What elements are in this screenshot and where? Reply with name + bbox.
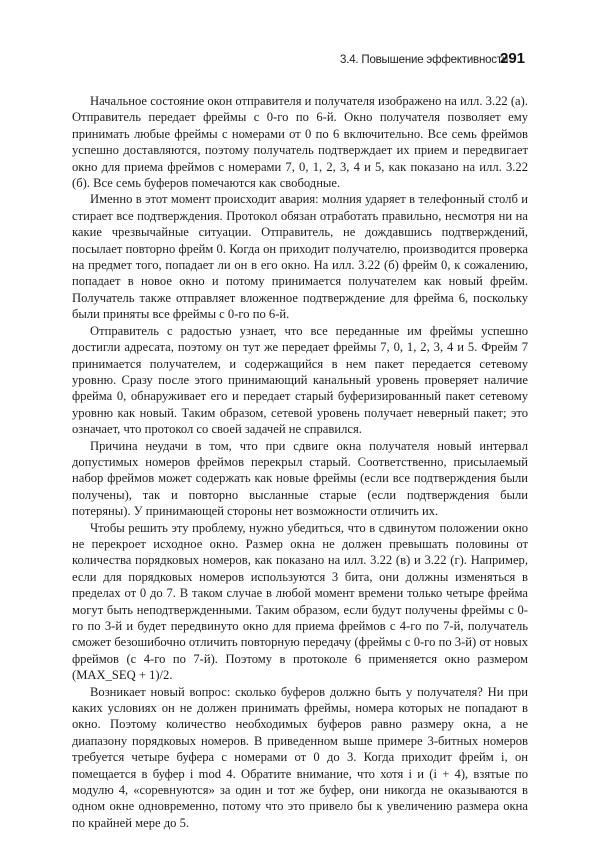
paragraph: Именно в этот момент происходит авария: молния ударяет в телефонный столб и стирает все подтверждения. Протокол обязан отработать правильно, несмотря ни на какие чрезвычайные ситуации. Отправитель, не дождавшись подтверждений, посылает повторно фрейм 0. Когда он приходит получателю, производится проверка на предмет того, попадает ли он в его окно. На илл. 3.22 (б) фрейм 0, к сожалению, попадает в новое окно и потому принимается получателем как новый фрейм. Получатель также отправляет вложенное подтверждение для фрейма 6, поскольку были приняты все фреймы с 0-го по 6-й. [72,192,528,322]
paragraph: Отправитель с радостью узнает, что все переданные им фреймы успешно достигли адресата, поэтому он тут же передает фреймы 7, 0, 1, 2, 3, 4 и 5. Фрейм 7 принимается получателем, и содержащийся в нем пакет передается сетевому уровню. Сразу после этого принимающий канальный уровень проверяет наличие фрейма 0, обнаруживает его и передает старый буферизированный пакет сетевому уровню как новый. Таким образом, сетевой уровень получает неверный пакет; это означает, что протокол со своей задачей не справился. [72,323,528,437]
paragraph: Причина неудачи в том, что при сдвиге окна получателя новый интервал допустимых номеров фреймов перекрыл старый. Соответственно, присылаемый набор фреймов может содержать как новые фреймы (если все подтверждения были получены), так и повторно высланные старые (если подтверждения были потеряны). У принимающей стороны нет возможности отличить их. [72,438,528,519]
paragraph: Начальное состояние окон отправителя и получателя изображено на илл. 3.22 (а). Отправитель передает фреймы с 0-го по 6-й. Окно получателя позволяет ему принимать любые фреймы с номерами от 0 по 6 включительно. Все семь фреймов успешно доставляются, поэтому получатель подтверждает их прием и передвигает окно для приема фреймов с номерами 7, 0, 1, 2, 3, 4 и 5, как показано на илл. 3.22 (б). Все семь буферов помечаются как свободные. [72,94,528,191]
paragraph: Чтобы решить эту проблему, нужно убедиться, что в сдвинутом положении окно не перекроет исходное окно. Размер окна не должен превышать половины от количества порядковых номеров, как показано на илл. 3.22 (в) и 3.22 (г). Например, если для порядковых номеров используются 3 бита, они должны изменяться в пределах от 0 до 7. В таком случае в любой момент времени только четыре фрейма могут быть неподтвержденными. Таким образом, если будут получены фреймы с 0-го по 3-й и будет передвинуто окно для приема фреймов с 4-го по 7-й, получатель сможет безошибочно отличить повторную передачу (фреймы с 0-го по 3-й) от новых фреймов (с 4-го по 7-й). Поэтому в протоколе 6 применяется окно размером (MAX_SEQ + 1)/2. [72,520,528,683]
paragraph: Возникает новый вопрос: сколько буферов должно быть у получателя? Ни при каких условиях он не должен принимать фреймы, номера которых не попадают в окно. Поэтому количество необходимых буферов равно размеру окна, а не диапазону порядковых номеров. В приведенном выше примере 3-битных номеров требуется четыре буфера с номерами от 0 до 3. Когда приходит фрейм i, он помещается в буфер i mod 4. Обратите внимание, что хотя i и (i + 4), взятые по модулю 4, «соревнуются» за один и тот же буфер, они никогда не оказываются в одном окне одновременно, потому что это привело бы к увеличению размера окна по крайней мере до 5. [72,684,528,830]
page-number: 291 [500,50,526,67]
body-text [72,93,528,831]
running-head: 3.4. Повышение эффективности [340,54,509,66]
